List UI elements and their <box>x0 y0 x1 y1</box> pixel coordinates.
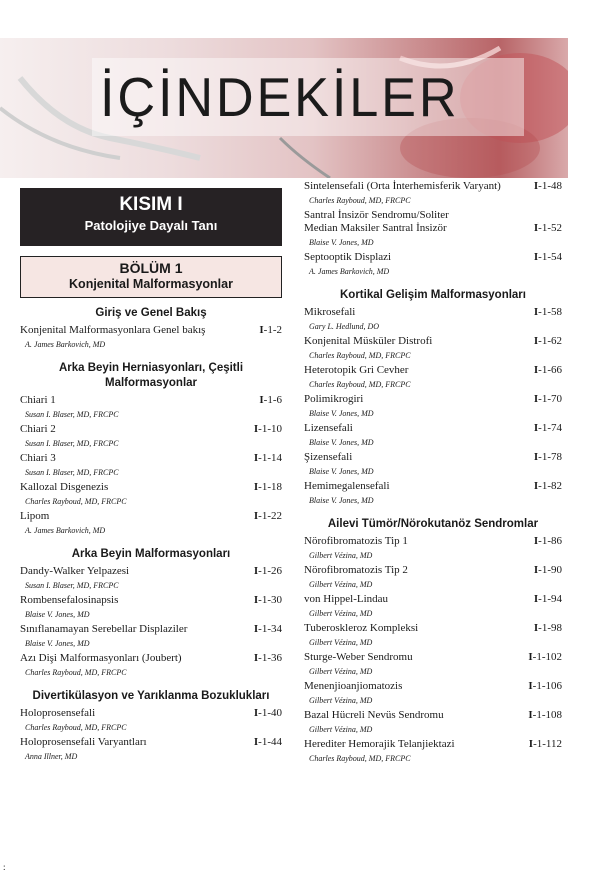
toc-entry-title: Chiari 1 <box>20 394 56 406</box>
toc-page-prefix: I <box>533 335 539 347</box>
toc-page-number <box>254 510 282 523</box>
toc-page-number <box>254 481 282 494</box>
toc-page-number <box>534 251 562 264</box>
toc-page-value: -1-26 <box>258 565 282 577</box>
toc-page-prefix: I <box>533 393 539 405</box>
toc-page-number <box>534 422 562 435</box>
toc-page-prefix: I <box>533 222 539 234</box>
toc-author: Gary L. Hedlund, DO <box>309 322 379 331</box>
toc-page-number <box>254 736 282 749</box>
toc-page-value: -1-58 <box>538 306 562 318</box>
toc-entry-title: Rombensefalosinapsis <box>20 594 119 606</box>
toc-page-value: -1-22 <box>258 510 282 522</box>
toc-entry[interactable] <box>304 451 562 464</box>
toc-author: Susan I. Blaser, MD, FRCPC <box>25 410 119 419</box>
toc-page-number <box>534 622 562 635</box>
section-heading: Arka Beyin Malformasyonları <box>71 548 231 560</box>
section-heading: Divertikülasyon ve Yarıklanma Bozuklukları <box>32 690 270 702</box>
toc-entry[interactable] <box>304 251 562 264</box>
toc-author: A. James Barkovich, MD <box>25 340 106 349</box>
toc-entry[interactable] <box>20 736 282 749</box>
toc-entry-title: Nörofibromatozis Tip 2 <box>304 564 408 576</box>
toc-page-prefix: I <box>253 481 259 493</box>
toc-page-prefix: I <box>533 364 539 376</box>
toc-page-value: -1-14 <box>258 452 282 464</box>
toc-page-value: -1-74 <box>538 422 562 434</box>
toc-page-prefix: I <box>528 651 533 663</box>
toc-entry[interactable] <box>304 222 562 235</box>
toc-entry[interactable] <box>304 709 562 722</box>
toc-page-value: -1-98 <box>538 622 562 634</box>
right-column <box>304 180 562 767</box>
toc-entry-line[interactable] <box>304 209 562 222</box>
right-sections <box>304 288 562 767</box>
right-top-entries <box>304 180 562 280</box>
toc-entry[interactable] <box>304 593 562 606</box>
toc-entry-title: Lizensefali <box>304 422 353 434</box>
toc-entry-title: Lipom <box>20 510 50 522</box>
toc-author: Charles Rayboud, MD, FRCPC <box>25 723 127 732</box>
toc-author: Blaise V. Jones, MD <box>309 238 374 247</box>
toc-entry-title: Mikrosefali <box>304 306 356 318</box>
toc-page-value: -1-62 <box>538 335 562 347</box>
chapter-box <box>20 256 282 298</box>
toc-page-prefix: I <box>533 480 539 492</box>
toc-page-number <box>528 680 562 693</box>
toc-page-prefix: I <box>253 423 259 435</box>
toc-page-value: -1-86 <box>538 535 562 547</box>
section-heading: Giriş ve Genel Bakış <box>95 307 207 319</box>
toc-entry[interactable] <box>304 180 562 193</box>
toc-entry-title: Nörofibromatozis Tip 1 <box>304 535 408 547</box>
toc-page-prefix: I <box>259 394 264 406</box>
toc-page-value: -1-10 <box>258 423 282 435</box>
section-heading: Arka Beyin Herniasyonları, Çeşitli Malformasyonlar <box>58 362 244 389</box>
toc-page-prefix: I <box>533 535 539 547</box>
toc-page-prefix: I <box>533 306 539 318</box>
toc-page-value: -1-34 <box>258 623 282 635</box>
toc-author: Blaise V. Jones, MD <box>309 467 374 476</box>
toc-page-number <box>534 535 562 548</box>
toc-page-value: -1-44 <box>258 736 282 748</box>
toc-page-number <box>254 594 282 607</box>
chapter-label: BÖLÜM 1 <box>119 260 183 276</box>
toc-entry-title: Median Maksiler Santral İnsizör <box>304 222 447 234</box>
toc-page-number <box>534 335 562 348</box>
toc-entry-title: Kallozal Disgenezis <box>20 481 109 493</box>
toc-page-number <box>254 707 282 720</box>
toc-entry[interactable] <box>304 622 562 635</box>
toc-author: Charles Rayboud, MD, FRCPC <box>309 196 411 205</box>
toc-page-value: -1-52 <box>538 222 562 234</box>
toc-page-prefix: I <box>533 451 539 463</box>
toc-page-prefix: I <box>533 622 539 634</box>
toc-page-prefix: I <box>533 251 539 263</box>
toc-page-number <box>528 709 562 722</box>
toc-page-number <box>534 451 562 464</box>
toc-page-value: -1-6 <box>263 394 282 406</box>
toc-author: Blaise V. Jones, MD <box>309 409 374 418</box>
toc-page-value: -1-90 <box>538 564 562 576</box>
toc-author: A. James Barkovich, MD <box>309 267 390 276</box>
toc-entry[interactable] <box>20 510 282 523</box>
toc-page-number <box>254 565 282 578</box>
toc-page-prefix: I <box>253 565 259 577</box>
toc-page-value: -1-70 <box>538 393 562 405</box>
toc-page-value: -1-40 <box>258 707 282 719</box>
chapter-subtitle: Konjenital Malformasyonlar <box>69 277 233 291</box>
toc-page-number <box>259 324 282 337</box>
toc-author: Susan I. Blaser, MD, FRCPC <box>25 439 119 448</box>
toc-author: Charles Rayboud, MD, FRCPC <box>25 497 127 506</box>
toc-page-number <box>534 306 562 319</box>
toc-author: A. James Barkovich, MD <box>25 526 106 535</box>
toc-entry[interactable] <box>304 680 562 693</box>
toc-page-value: -1-66 <box>538 364 562 376</box>
toc-entry[interactable] <box>20 652 282 665</box>
toc-author: Gilbert Vézina, MD <box>309 551 373 560</box>
toc-author: Susan I. Blaser, MD, FRCPC <box>25 468 119 477</box>
toc-page-value: -1-36 <box>258 652 282 664</box>
toc-entry-title: Tuberoskleroz Kompleksi <box>304 622 419 634</box>
toc-entry[interactable] <box>304 306 562 319</box>
toc-author: Charles Rayboud, MD, FRCPC <box>309 380 411 389</box>
toc-page-value: -1-102 <box>532 651 562 663</box>
toc-author: Blaise V. Jones, MD <box>309 438 374 447</box>
left-sections <box>20 306 282 765</box>
page-title: İÇİNDEKİLER <box>100 66 460 128</box>
toc-entry[interactable] <box>20 394 282 407</box>
toc-entry[interactable] <box>304 738 562 751</box>
toc-page-prefix: I <box>533 593 539 605</box>
toc-page-value: -1-30 <box>258 594 282 606</box>
toc-page-prefix: I <box>253 652 259 664</box>
toc-entry-title: Septooptik Displazi <box>304 251 392 263</box>
toc-author: Susan I. Blaser, MD, FRCPC <box>25 581 119 590</box>
toc-author: Charles Rayboud, MD, FRCPC <box>309 754 411 763</box>
toc-page-prefix: I <box>533 564 539 576</box>
toc-entry[interactable] <box>20 594 282 607</box>
toc-page-number <box>254 623 282 636</box>
toc-page-number <box>254 423 282 436</box>
toc-page-prefix: I <box>528 738 534 750</box>
toc-entry-title: Santral İnsizör Sendromu/Soliter <box>304 209 449 221</box>
toc-page-prefix: I <box>253 510 259 522</box>
toc-entry[interactable] <box>20 565 282 578</box>
toc-page-number <box>259 394 282 407</box>
toc-entry-title: Heterotopik Gri Cevher <box>304 364 409 376</box>
toc-entry-title: von Hippel-Lindau <box>304 593 389 605</box>
toc-page-prefix: I <box>533 180 539 192</box>
toc-entry-title: Herediter Hemorajik Telanjiektazi <box>304 738 455 750</box>
toc-page-number <box>534 480 562 493</box>
toc-page-number <box>534 564 562 577</box>
section-heading: Kortikal Gelişim Malformasyonları <box>340 289 526 301</box>
toc-page-prefix: I <box>253 623 259 635</box>
toc-page-value: -1-54 <box>538 251 562 263</box>
toc-page-prefix: I <box>253 736 259 748</box>
part-label: KISIM I <box>119 194 183 215</box>
toc-entry[interactable] <box>304 422 562 435</box>
toc-page-value: -1-48 <box>538 180 562 192</box>
toc-entry-title: Bazal Hücreli Nevüs Sendromu <box>304 709 444 721</box>
part-subtitle: Patolojiye Dayalı Tanı <box>84 218 218 233</box>
toc-entry[interactable] <box>304 393 562 406</box>
toc-author: Blaise V. Jones, MD <box>309 496 374 505</box>
toc-page-number <box>254 652 282 665</box>
toc-page-prefix: I <box>253 452 259 464</box>
toc-page-value: -1-82 <box>538 480 562 492</box>
toc-entry[interactable] <box>304 564 562 577</box>
toc-page-prefix: I <box>259 324 264 336</box>
corner-mark: : <box>3 862 6 872</box>
toc-entry-title: Konjenital Malformasyonlara Genel bakış <box>20 324 206 336</box>
toc-entry-title: Hemimegalensefali <box>304 480 390 492</box>
toc-author: Blaise V. Jones, MD <box>25 610 90 619</box>
toc-page-number <box>534 180 562 193</box>
toc-page-prefix: I <box>253 594 259 606</box>
toc-page-number <box>534 222 562 235</box>
toc-entry-title: Dandy-Walker Yelpazesi <box>20 565 130 577</box>
toc-entry-title: Azı Dişi Malformasyonları (Joubert) <box>20 652 182 664</box>
toc-entry[interactable] <box>20 324 282 337</box>
toc-author: Gilbert Vézina, MD <box>309 667 373 676</box>
toc-entry[interactable] <box>20 707 282 720</box>
toc-page-value: -1-2 <box>263 324 282 336</box>
toc-entry[interactable] <box>20 623 282 636</box>
toc-entry-title: Holoprosensefali <box>20 707 96 719</box>
toc-entry-title: Sturge-Weber Sendromu <box>304 651 413 663</box>
toc-entry[interactable] <box>20 452 282 465</box>
left-column <box>20 180 282 765</box>
toc-author: Charles Rayboud, MD, FRCPC <box>309 351 411 360</box>
toc-page-prefix: I <box>253 707 259 719</box>
toc-page-number <box>534 593 562 606</box>
toc-entry[interactable] <box>20 423 282 436</box>
toc-entry[interactable] <box>20 481 282 494</box>
toc-entry-title: Konjenital Müsküler Distrofi <box>304 335 433 347</box>
toc-author: Gilbert Vézina, MD <box>309 696 373 705</box>
toc-author: Gilbert Vézina, MD <box>309 609 373 618</box>
toc-author: Gilbert Vézina, MD <box>309 580 373 589</box>
toc-page-value: -1-108 <box>532 709 562 721</box>
toc-entry[interactable] <box>304 651 562 664</box>
toc-author: Gilbert Vézina, MD <box>309 638 373 647</box>
toc-author: Gilbert Vézina, MD <box>309 725 373 734</box>
toc-page-prefix: I <box>533 422 539 434</box>
toc-page-number <box>529 738 562 751</box>
toc-author: Blaise V. Jones, MD <box>25 639 90 648</box>
toc-page-number <box>534 364 562 377</box>
toc-page-number <box>254 452 282 465</box>
section-heading: Ailevi Tümör/Nörokutanöz Sendromlar <box>327 518 539 530</box>
toc-entry-title: Sınıflanamayan Serebellar Displaziler <box>20 623 188 635</box>
toc-page-number <box>528 651 562 664</box>
toc-page-value: -1-106 <box>532 680 562 692</box>
toc-entry-title: Menenjioanjiomatozis <box>304 680 403 692</box>
toc-author: Anna Illner, MD <box>25 752 78 761</box>
toc-entry[interactable] <box>304 480 562 493</box>
toc-entry-title: Holoprosensefali Varyantları <box>20 736 147 748</box>
toc-page-value: -1-94 <box>538 593 562 605</box>
toc-page-value: -1-78 <box>538 451 562 463</box>
toc-author: Charles Rayboud, MD, FRCPC <box>25 668 127 677</box>
toc-entry-title: Sintelensefali (Orta İnterhemisferik Varyant) <box>304 180 501 192</box>
toc-entry[interactable] <box>304 335 562 348</box>
toc-page-number <box>534 393 562 406</box>
toc-entry-title: Chiari 2 <box>20 423 56 435</box>
toc-entry-title: Polimikrogiri <box>304 393 364 405</box>
toc-page-value: -1-18 <box>258 481 282 493</box>
toc-entry-title: Şizensefali <box>304 451 353 463</box>
toc-entry-title: Chiari 3 <box>20 452 56 464</box>
toc-page-prefix: I <box>528 709 533 721</box>
toc-entry[interactable] <box>304 364 562 377</box>
toc-entry[interactable] <box>304 535 562 548</box>
toc-page-value: -1-112 <box>533 738 562 750</box>
toc-page-prefix: I <box>528 680 533 692</box>
part-box <box>20 188 282 246</box>
